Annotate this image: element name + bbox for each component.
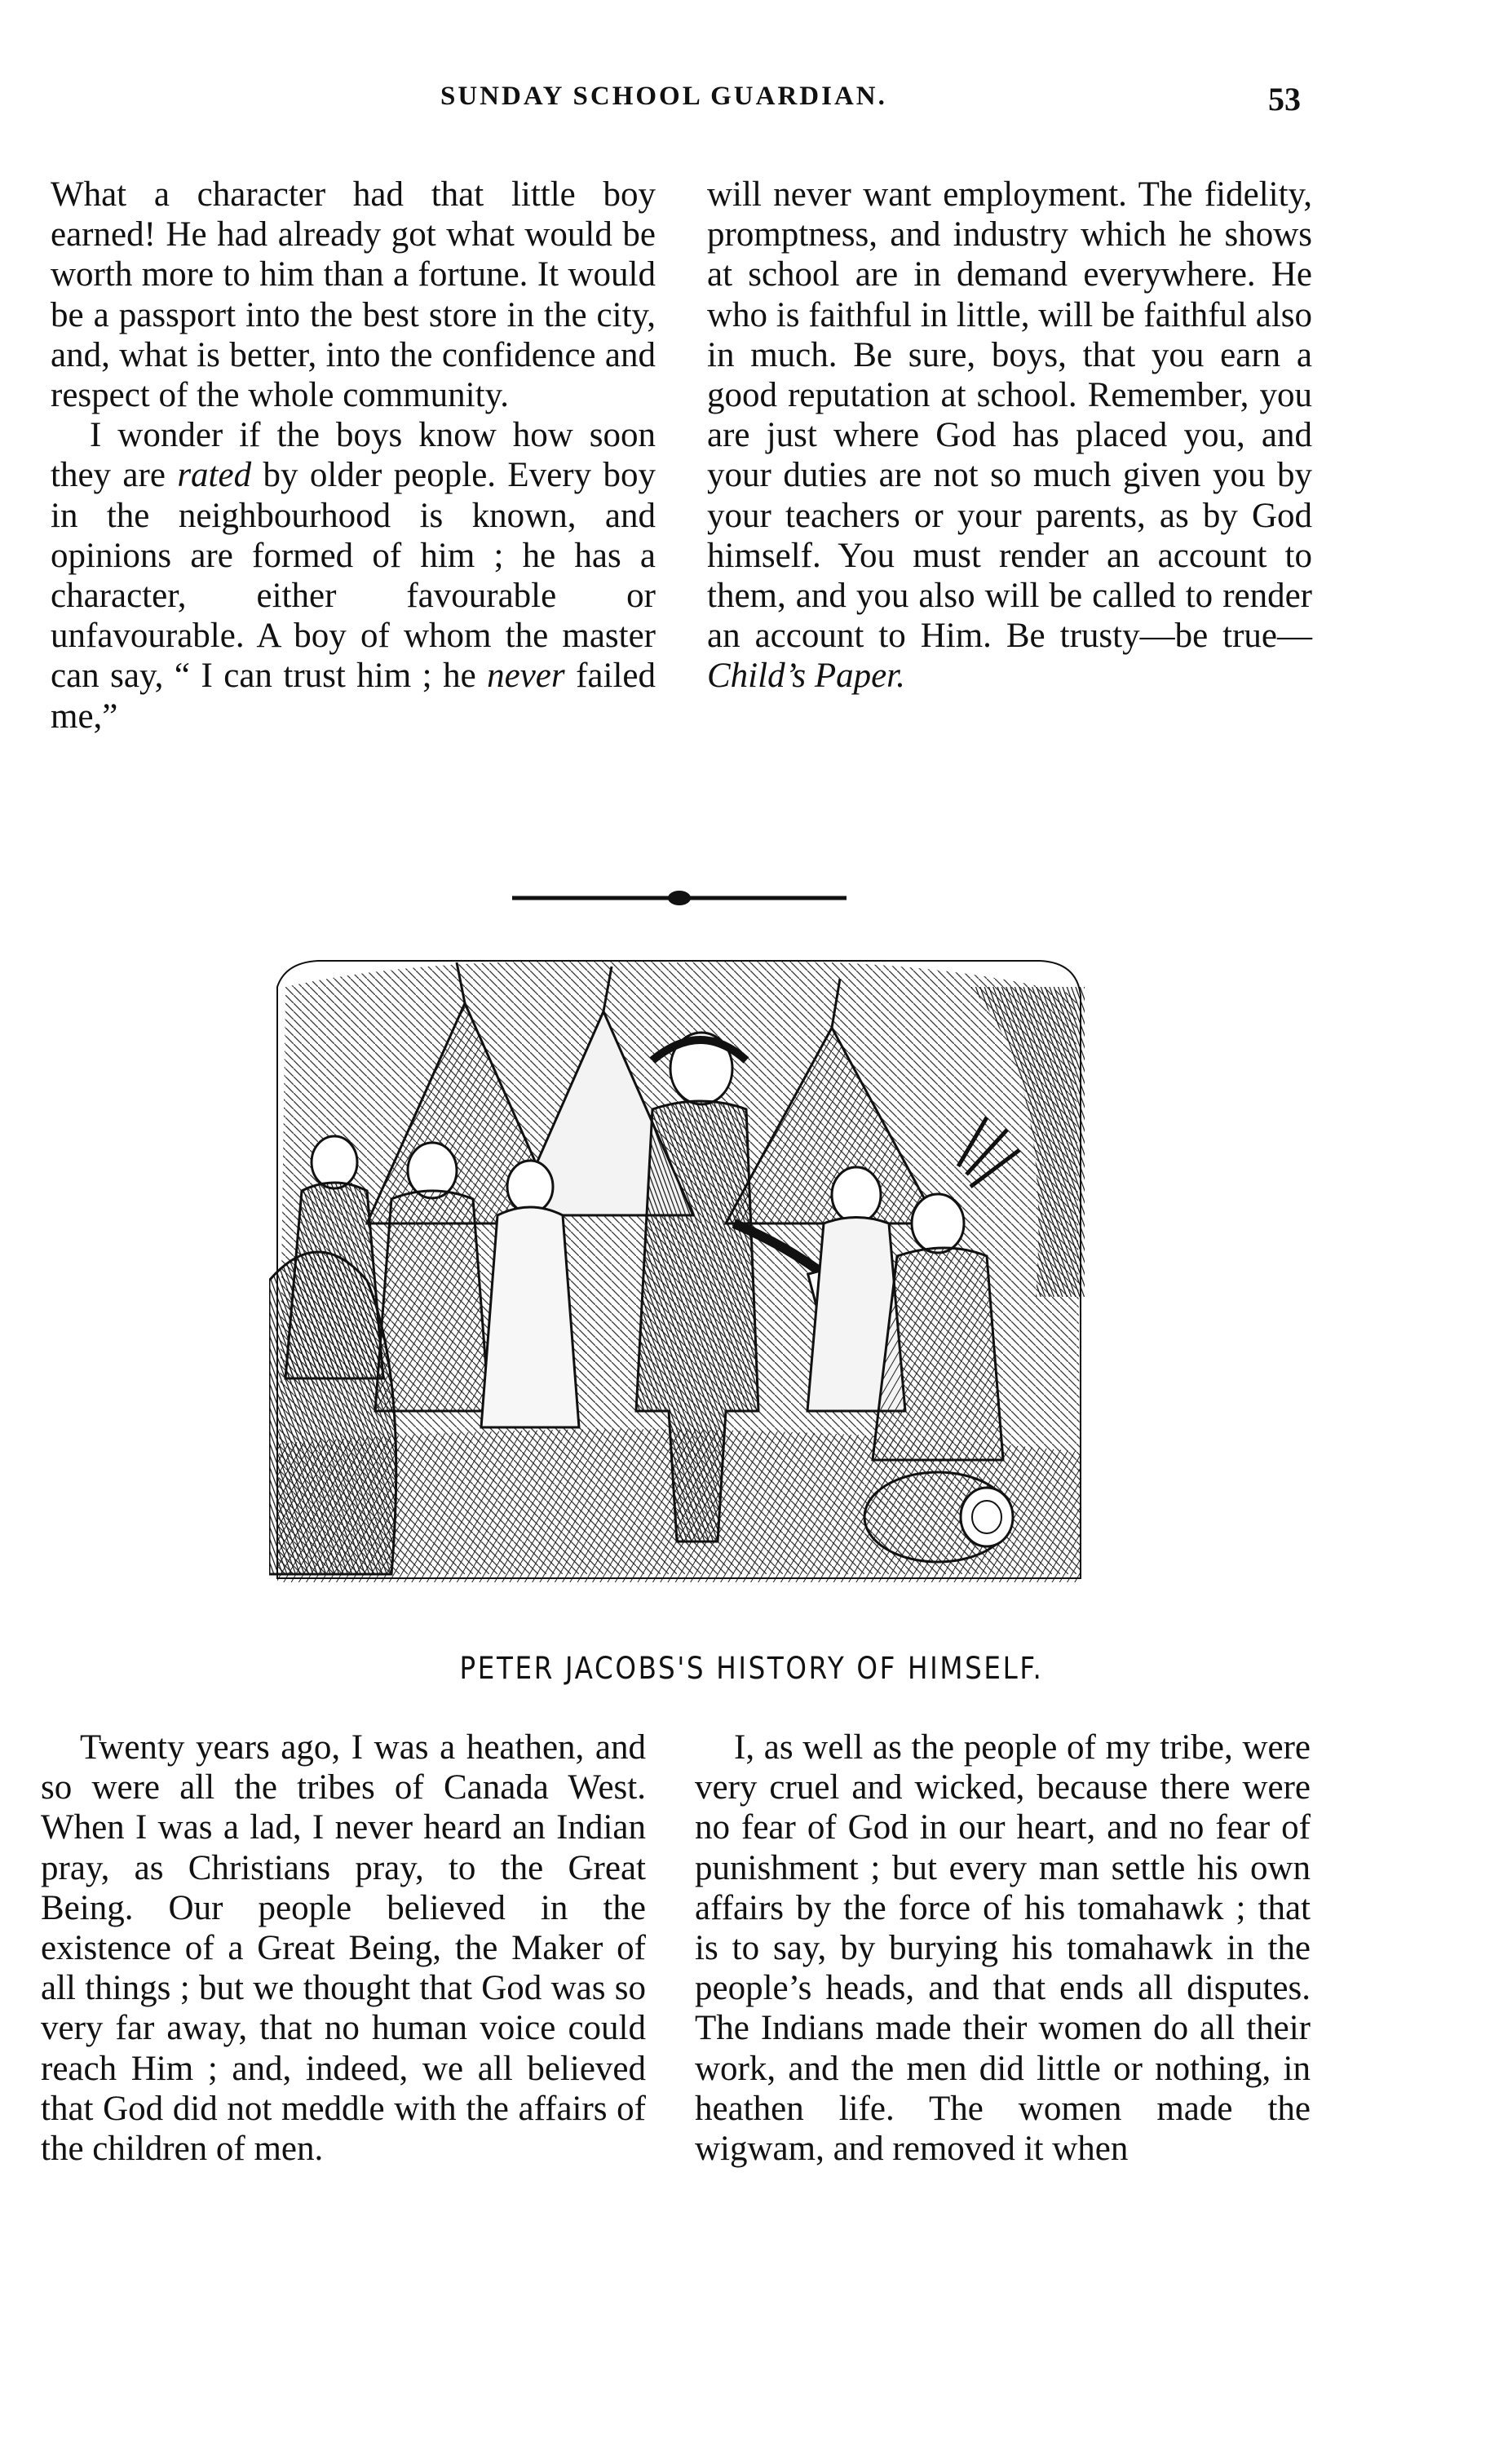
running-head: SUNDAY SCHOOL GUARDIAN. bbox=[440, 82, 887, 111]
paragraph: I, as well as the people of my tribe, were very cruel and wicked, because there were no fear of God in our heart, and no fear of punishment ; but every man settle his own affairs by the force of his tomahawk ; that is to say, by burying his tomahawk in the people’s heads, and that ends all disputes. The Indians made their women do all their work, and the men did little or nothing, in heathen life. The women made the wigwam, and removed it when bbox=[695, 1728, 1311, 2169]
paragraph: What a character had that little boy earned! He had already got what would be worth more to him than a fortune. It would be a passport into the best store in the city, and, what is better, into the confidence and respect of the whole community. bbox=[51, 175, 656, 415]
page-number: 53 bbox=[1268, 81, 1301, 117]
section-heading: PETER JACOBS'S HISTORY OF HIMSELF. bbox=[459, 1651, 1044, 1686]
lower-right-column bbox=[695, 1727, 1311, 2169]
source-citation: Child’s Paper. bbox=[707, 657, 905, 696]
lower-left-column bbox=[41, 1727, 646, 2169]
paragraph: Twenty years ago, I was a heathen, and so were all the tribes of Canada West. When I was a lad, I never heard an Indian pray, as Christians pray, to the Great Being. Our people believed in the existence of a Great Being, the Maker of all things ; but we thought that God was so very far away, that no human voice could reach Him ; and, indeed, we all believed that God did not meddle with the affairs of the children of men. bbox=[41, 1728, 646, 2169]
upper-left-column bbox=[51, 175, 656, 737]
upper-right-column bbox=[707, 175, 1312, 697]
paragraph: I wonder if the boys know how soon they are rated by older people. Every boy in the neighbourhood is known, and opinions are formed of him ; he has a character, either favourable or unfavourable. A boy of whom the master can say, “ I can trust him ; he never failed me,” bbox=[51, 416, 656, 736]
paragraph: will never want employment. The fidelity, promptness, and industry which he shows at school are in demand everywhere. He who is faithful in little, will be faithful also in much. Be sure, boys, that you earn a good reputation at school. Remember, you are just where God has placed you, and your duties are not so much given you by your teachers or your parents, as by God himself. You must render an account to them, and you also will be called to render an account to Him. Be trusty—be true—Child’s Paper. bbox=[707, 175, 1312, 696]
ornamental-divider bbox=[512, 888, 847, 908]
engraving-illustration bbox=[269, 954, 1089, 1607]
